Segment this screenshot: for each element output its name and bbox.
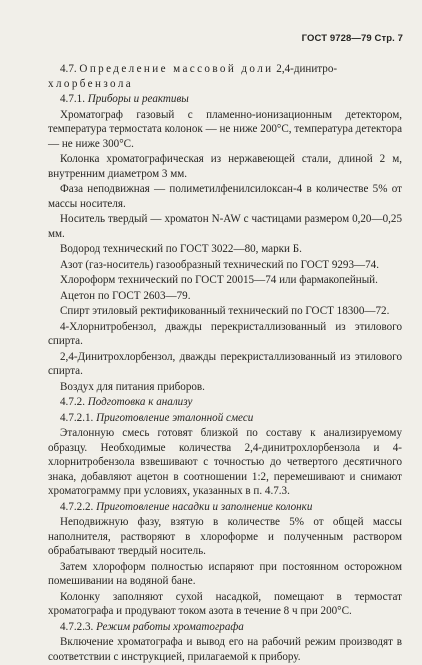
list-item: Хроматограф газовый с пламенно-ионизационным детектором, температура термостата колонок — не ниже 200°С, температура детектора — не ниже 300°С. <box>48 108 402 150</box>
subsection-title: Режим работы хроматографа <box>96 620 244 633</box>
section-number: 4.7. <box>60 63 77 75</box>
document-body <box>48 62 402 665</box>
subsection-number: 4.7.2.3. <box>60 620 94 633</box>
subsection-title: Приборы и реактивы <box>87 93 189 105</box>
subsection-title: Приготовление насадки и заполнение колонки <box>96 500 313 513</box>
list-item: Колонка хроматографическая из нержавеющей стали, длиной 2 м, внутренним диаметром 3 мм. <box>48 153 402 180</box>
list-item: Азот (газ-носитель) газообразный технический по ГОСТ 9293—74. <box>60 258 379 271</box>
list-item: 4-Хлорнитробензол, дважды перекристаллизованный из этилового спирта. <box>48 320 402 347</box>
list-item: Фаза неподвижная — полиметилфенилсилоксан-4 в количестве 5% от массы носителя. <box>48 183 402 210</box>
list-item: Спирт этиловый ректификованный технический по ГОСТ 18300—72. <box>60 305 390 317</box>
subsection-number: 4.7.2.2. <box>60 500 94 513</box>
list-item: Водород технический по ГОСТ 3022—80, марки Б. <box>60 243 302 255</box>
subsection-title: Приготовление эталонной смеси <box>96 411 254 424</box>
subsection-heading <box>48 500 402 515</box>
section-title: Определение массовой доли <box>79 63 274 75</box>
list-item: Носитель твердый — хроматон N-AW с частицами размером 0,20—0,25 мм. <box>48 213 402 240</box>
section-heading <box>48 62 402 91</box>
subsection-number: 4.7.1. <box>60 93 85 105</box>
section-title-line2: хлорбензола <box>48 77 134 90</box>
paragraph: Эталонную смесь готовят близкой по составу к анализируемому образцу. Необходимые количества 2,4-динитрохлорбензола и 4-хлорнитробензола взвешивают с точностью до четвертого десятичного знака, добавляют ацетон в соотношении 1:2, перемешивают и снимают хроматограмму при условиях, указанных в п. 4.7.3. <box>48 427 402 497</box>
section-title-rest: 2,4-динитро- <box>276 63 338 75</box>
list-item: Хлороформ технический по ГОСТ 20015—74 или фармакопейный. <box>60 274 378 286</box>
subsection-heading <box>48 620 402 635</box>
subsection-number: 4.7.2. <box>60 396 85 408</box>
subsection-title: Подготовка к анализу <box>87 396 193 408</box>
list-item: Ацетон по ГОСТ 2603—79. <box>60 289 191 302</box>
list-item: Воздух для питания приборов. <box>60 380 205 393</box>
paragraph: Включение хроматографа и вывод его на рабочий режим производят в соответствии с инструкцией, прилагаемой к прибору. <box>48 636 402 663</box>
paragraph: Неподвижную фазу, взятую в количестве 5% от общей массы наполнителя, растворяют в хлороформе и полученным раствором обрабатывают твердый носитель. <box>48 516 402 557</box>
list-item: 2,4-Динитрохлорбензол, дважды перекристаллизованный из этилового спирта. <box>48 350 402 377</box>
subsection-number: 4.7.2.1. <box>60 411 94 424</box>
subsection-heading <box>48 92 402 107</box>
subsection-heading <box>48 395 402 410</box>
page-header: ГОСТ 9728—79 Стр. 7 <box>301 33 403 44</box>
subsection-heading <box>48 411 402 426</box>
paragraph: Колонку заполняют сухой насадкой, помещают в термостат хроматографа и продувают током азота в течение 8 ч при 200°С. <box>48 590 402 617</box>
paragraph: Затем хлороформ полностью испаряют при постоянном осторожном помешивании на водяной бане. <box>48 560 402 587</box>
